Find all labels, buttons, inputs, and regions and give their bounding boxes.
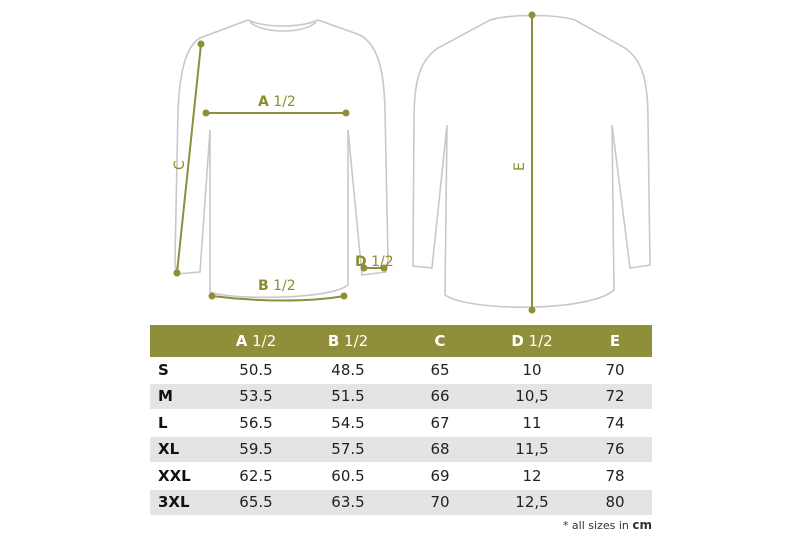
table-row — [150, 463, 652, 490]
table-row — [150, 357, 652, 383]
table-header-row — [150, 325, 652, 357]
cell-c: 70 — [394, 489, 486, 516]
table-row — [150, 436, 652, 463]
size-cell: XXL — [150, 463, 210, 490]
label-d-half: D 1/2 — [355, 254, 394, 270]
size-cell: XL — [150, 436, 210, 463]
cell-c: 69 — [394, 463, 486, 490]
label-e: E — [512, 162, 528, 171]
cell-b: 51.5 — [302, 383, 394, 410]
cell-c: 66 — [394, 383, 486, 410]
size-cell: L — [150, 410, 210, 437]
label-b-half: B 1/2 — [258, 278, 296, 294]
cell-e: 78 — [578, 463, 652, 490]
cell-d: 10 — [486, 357, 578, 383]
cell-e: 76 — [578, 436, 652, 463]
cell-b: 63.5 — [302, 489, 394, 516]
cell-a: 53.5 — [210, 383, 302, 410]
cell-b: 54.5 — [302, 410, 394, 437]
size-cell: M — [150, 383, 210, 410]
table-row — [150, 410, 652, 437]
cell-a: 62.5 — [210, 463, 302, 490]
cell-c: 68 — [394, 436, 486, 463]
cell-e: 70 — [578, 357, 652, 383]
header-b: B 1/2 — [302, 325, 394, 357]
cell-d: 12,5 — [486, 489, 578, 516]
cell-d: 11,5 — [486, 436, 578, 463]
cell-a: 56.5 — [210, 410, 302, 437]
cell-e: 72 — [578, 383, 652, 410]
header-size — [150, 325, 210, 357]
footnote-unit: cm — [632, 518, 652, 532]
cell-c: 65 — [394, 357, 486, 383]
header-a: A 1/2 — [210, 325, 302, 357]
header-e: E — [578, 325, 652, 357]
header-d: D 1/2 — [486, 325, 578, 357]
cell-a: 59.5 — [210, 436, 302, 463]
cell-a: 50.5 — [210, 357, 302, 383]
cell-c: 67 — [394, 410, 486, 437]
cell-b: 60.5 — [302, 463, 394, 490]
cell-e: 80 — [578, 489, 652, 516]
size-cell: S — [150, 357, 210, 383]
cell-d: 11 — [486, 410, 578, 437]
cell-b: 48.5 — [302, 357, 394, 383]
table-row — [150, 489, 652, 516]
units-footnote — [563, 518, 652, 532]
size-cell: 3XL — [150, 489, 210, 516]
cell-d: 12 — [486, 463, 578, 490]
label-c: C — [172, 160, 188, 170]
cell-e: 74 — [578, 410, 652, 437]
cell-a: 65.5 — [210, 489, 302, 516]
footnote-text: * all sizes in — [562, 519, 629, 532]
table-row — [150, 383, 652, 410]
header-c: C — [394, 325, 486, 357]
cell-b: 57.5 — [302, 436, 394, 463]
label-a-half: A 1/2 — [258, 94, 296, 110]
size-table — [150, 325, 652, 516]
cell-d: 10,5 — [486, 383, 578, 410]
